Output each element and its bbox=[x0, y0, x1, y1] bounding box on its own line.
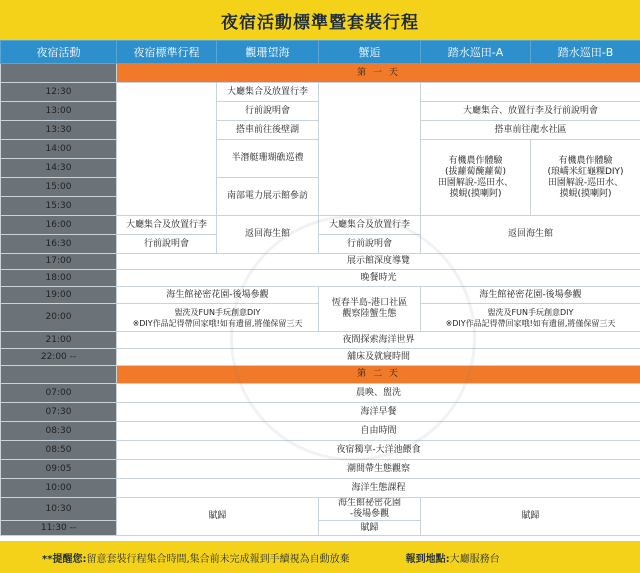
table-row bbox=[1, 422, 640, 441]
activity-cell: 恆春半島-港口社區 觀察陸蟹生態 bbox=[319, 287, 421, 332]
activity-cell: 搭車前往龍水社區 bbox=[421, 121, 640, 140]
table-row bbox=[1, 216, 640, 235]
time-cell: 22:00 -- bbox=[1, 349, 117, 366]
title-bar bbox=[0, 0, 640, 40]
time-cell: 20:00 bbox=[1, 304, 117, 332]
activity-cell: 盥洗及FUN手玩創意DIY ※DIY作品記得帶回家哦!如有遺留,將僅保留三天 bbox=[117, 304, 319, 332]
activity-cell: 晨喚、盥洗 bbox=[117, 384, 640, 403]
time-cell: 14:00 bbox=[1, 140, 117, 159]
activity-cell: 海洋早餐 bbox=[117, 403, 640, 422]
activity-cell: 自由時間 bbox=[117, 422, 640, 441]
time-cell: 15:00 bbox=[1, 178, 117, 197]
table-row bbox=[1, 254, 640, 270]
activity-cell: 有機農作體驗 (琅嶠米紅龜粿DIY) 田園解說-巡田水、 摸蜆(摸喇阿) bbox=[531, 140, 640, 216]
time-cell: 10:00 bbox=[1, 479, 117, 498]
table-row bbox=[1, 287, 640, 304]
empty-cell bbox=[117, 83, 217, 216]
activity-cell: 賦歸 bbox=[319, 521, 421, 536]
day-row bbox=[1, 64, 640, 83]
activity-cell: 展示館深度導覽 bbox=[117, 254, 640, 270]
header-farm-a: 踏水巡田-A bbox=[421, 41, 531, 64]
time-cell: 16:00 bbox=[1, 216, 117, 235]
time-cell: 11:30 -- bbox=[1, 521, 117, 536]
activity-cell: 海生館祕密花園-後場參觀 bbox=[421, 287, 640, 304]
time-cell: 15:30 bbox=[1, 197, 117, 216]
table-row bbox=[1, 460, 640, 479]
empty-cell bbox=[421, 83, 640, 102]
activity-cell: 大廳集合及放置行李 bbox=[319, 216, 421, 235]
table-row bbox=[1, 83, 640, 102]
time-cell: 12:30 bbox=[1, 83, 117, 102]
table-row bbox=[1, 332, 640, 349]
activity-cell: 晚餐時光 bbox=[117, 270, 640, 287]
time-cell: 18:00 bbox=[1, 270, 117, 287]
time-cell: 08:50 bbox=[1, 441, 117, 460]
time-cell: 19:00 bbox=[1, 287, 117, 304]
time-cell: 13:30 bbox=[1, 121, 117, 140]
day1-label: 第 一 天 bbox=[117, 64, 640, 83]
schedule-table bbox=[0, 40, 640, 536]
empty-cell bbox=[319, 83, 421, 216]
table-row bbox=[1, 384, 640, 403]
activity-cell: 返回海生館 bbox=[217, 216, 319, 254]
activity-cell: 大廳集合及放置行李 bbox=[117, 216, 217, 235]
table-row bbox=[1, 479, 640, 498]
time-cell: 10:30 bbox=[1, 498, 117, 521]
activity-cell: 潮間帶生態觀察 bbox=[117, 460, 640, 479]
footer-address-label: 報到地點: bbox=[405, 553, 450, 565]
table-row bbox=[1, 441, 640, 460]
header-row bbox=[1, 41, 640, 64]
activity-cell: 搭車前往後壁湖 bbox=[217, 121, 319, 140]
time-cell: 09:05 bbox=[1, 460, 117, 479]
table-row bbox=[1, 403, 640, 422]
activity-cell: 盥洗及FUN手玩創意DIY ※DIY作品記得帶回家哦!如有遺留,將僅保留三天 bbox=[421, 304, 640, 332]
activity-cell: 夜間探索海洋世界 bbox=[117, 332, 640, 349]
footer-address: 大廳服務台 bbox=[449, 553, 500, 565]
footer-note-prefix: **提醒您: bbox=[42, 553, 87, 565]
footer-bar bbox=[0, 541, 640, 573]
time-cell: 14:30 bbox=[1, 159, 117, 178]
table-row bbox=[1, 270, 640, 287]
time-cell: 16:30 bbox=[1, 235, 117, 254]
time-cell: 17:00 bbox=[1, 254, 117, 270]
table-row bbox=[1, 349, 640, 366]
header-activity: 夜宿活動 bbox=[1, 41, 117, 64]
time-cell: 08:30 bbox=[1, 422, 117, 441]
footer-note: 留意套裝行程集合時間,集合前未完成報到手續視為自動放棄 bbox=[86, 553, 350, 565]
header-coral: 觀珊望海 bbox=[217, 41, 319, 64]
day-time-blank bbox=[1, 366, 117, 384]
day-time-blank bbox=[1, 64, 117, 83]
page-title: 夜宿活動標準暨套裝行程 bbox=[221, 12, 419, 33]
header-farm-b: 踏水巡田-B bbox=[531, 41, 640, 64]
activity-cell: 賦歸 bbox=[421, 498, 640, 536]
activity-cell: 南部電力展示館參訪 bbox=[217, 178, 319, 216]
activity-cell: 半潛艇珊瑚礁巡禮 bbox=[217, 140, 319, 178]
time-cell: 07:30 bbox=[1, 403, 117, 422]
activity-cell: 舖床及就寢時間 bbox=[117, 349, 640, 366]
time-cell: 13:00 bbox=[1, 102, 117, 121]
table-row bbox=[1, 498, 640, 521]
activity-cell: 大廳集合及放置行李 bbox=[217, 83, 319, 102]
day2-label: 第 二 天 bbox=[117, 366, 640, 384]
time-cell: 07:00 bbox=[1, 384, 117, 403]
activity-cell: 夜宿獨享-大洋池餵食 bbox=[117, 441, 640, 460]
activity-cell: 大廳集合、放置行李及行前說明會 bbox=[421, 102, 640, 121]
activity-cell: 行前說明會 bbox=[319, 235, 421, 254]
activity-cell: 賦歸 bbox=[117, 498, 319, 536]
activity-cell: 返回海生館 bbox=[421, 216, 640, 254]
activity-cell: 海生館祕密花園 -後場參觀 bbox=[319, 498, 421, 521]
activity-cell: 行前說明會 bbox=[117, 235, 217, 254]
activity-cell: 行前說明會 bbox=[217, 102, 319, 121]
header-crab: 蟹逅 bbox=[319, 41, 421, 64]
time-cell: 21:00 bbox=[1, 332, 117, 349]
day-row bbox=[1, 366, 640, 384]
activity-cell: 海生館祕密花園-後場參觀 bbox=[117, 287, 319, 304]
header-standard: 夜宿標準行程 bbox=[117, 41, 217, 64]
activity-cell: 有機農作體驗 (拔蘿蔔醃蘿蔔) 田園解說-巡田水、 摸蜆(摸喇阿) bbox=[421, 140, 531, 216]
activity-cell: 海洋生態課程 bbox=[117, 479, 640, 498]
